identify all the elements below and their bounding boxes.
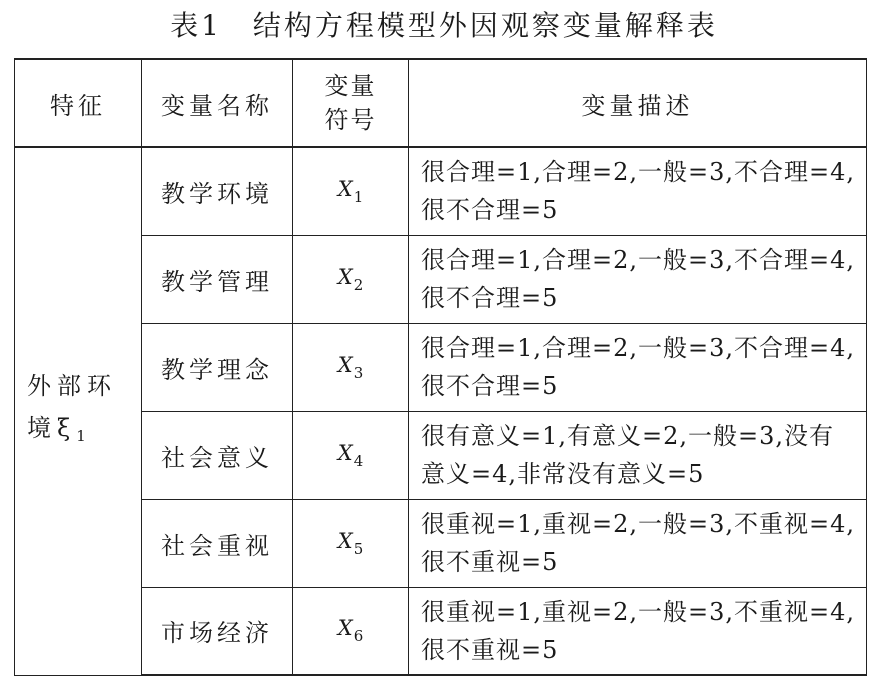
table-row bbox=[15, 235, 867, 323]
table-row bbox=[15, 323, 867, 411]
variable-description: 很合理=1,合理=2,一般=3,不合理=4,很不合理=5 bbox=[409, 235, 867, 323]
header-symbol-line2: 符号 bbox=[324, 106, 377, 134]
variable-symbol bbox=[293, 411, 409, 499]
symbol-subscript: 5 bbox=[353, 539, 364, 558]
symbol-letter: X bbox=[337, 440, 353, 465]
table-row bbox=[15, 147, 867, 235]
variable-symbol bbox=[293, 587, 409, 675]
variable-name: 教学管理 bbox=[142, 235, 293, 323]
feature-label: 外部环境ξ bbox=[27, 372, 117, 443]
symbol-subscript: 3 bbox=[353, 363, 364, 382]
header-symbol-line1: 变量 bbox=[324, 72, 377, 100]
variable-symbol bbox=[293, 323, 409, 411]
symbol-letter: X bbox=[337, 352, 353, 377]
table-row bbox=[15, 411, 867, 499]
variable-symbol bbox=[293, 499, 409, 587]
variable-name: 社会意义 bbox=[142, 411, 293, 499]
header-row bbox=[15, 59, 867, 147]
variable-description: 很重视=1,重视=2,一般=3,不重视=4,很不重视=5 bbox=[409, 499, 867, 587]
table-row bbox=[15, 587, 867, 675]
symbol-letter: X bbox=[337, 176, 353, 201]
symbol-subscript: 1 bbox=[353, 187, 364, 206]
feature-cell bbox=[15, 147, 142, 675]
symbol-subscript: 6 bbox=[353, 627, 364, 646]
table-caption: 表1 结构方程模型外因观察变量解释表 bbox=[170, 9, 718, 42]
symbol-subscript: 2 bbox=[353, 275, 364, 294]
variable-description: 很有意义=1,有意义=2,一般=3,没有意义=4,非常没有意义=5 bbox=[409, 411, 867, 499]
symbol-subscript: 4 bbox=[353, 451, 364, 470]
variable-name: 市场经济 bbox=[142, 587, 293, 675]
symbol-letter: X bbox=[337, 616, 353, 641]
header-name: 变量名称 bbox=[142, 59, 293, 147]
symbol-letter: X bbox=[337, 264, 353, 289]
header-description: 变量描述 bbox=[409, 59, 867, 147]
variables-table bbox=[14, 58, 867, 676]
variable-description: 很重视=1,重视=2,一般=3,不重视=4,很不重视=5 bbox=[409, 587, 867, 675]
variable-name: 社会重视 bbox=[142, 499, 293, 587]
header-symbol bbox=[293, 59, 409, 147]
variable-description: 很合理=1,合理=2,一般=3,不合理=4,很不合理=5 bbox=[409, 147, 867, 235]
variable-name: 教学理念 bbox=[142, 323, 293, 411]
table-row bbox=[15, 499, 867, 587]
variable-symbol bbox=[293, 147, 409, 235]
variable-name: 教学环境 bbox=[142, 147, 293, 235]
header-feature: 特征 bbox=[15, 59, 142, 147]
symbol-letter: X bbox=[337, 528, 353, 553]
feature-subscript: 1 bbox=[76, 427, 86, 446]
variable-symbol bbox=[293, 235, 409, 323]
variable-description: 很合理=1,合理=2,一般=3,不合理=4,很不合理=5 bbox=[409, 323, 867, 411]
